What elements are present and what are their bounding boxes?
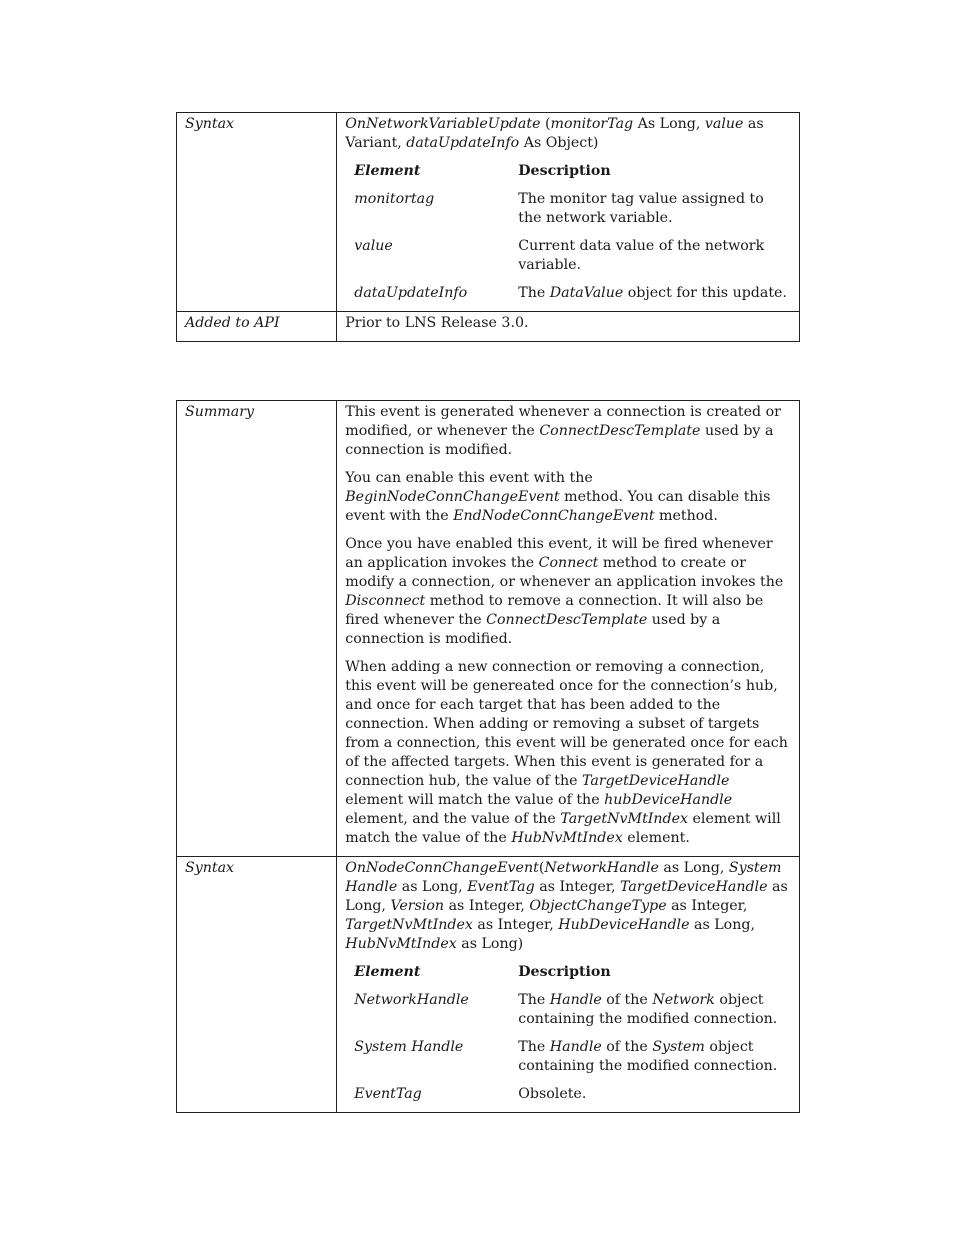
element-table xyxy=(345,162,791,303)
element-description: Obsolete. xyxy=(518,1086,587,1102)
element-name: monitortag xyxy=(354,191,435,207)
syntax-cell xyxy=(337,857,800,1113)
description-header: Description xyxy=(518,964,611,980)
summary-paragraph: You can enable this event with the BeginNodeConnChangeEvent method. You can disable this event with the EndNodeConnChangeEvent method. xyxy=(345,470,771,524)
element-name: NetworkHandle xyxy=(354,992,469,1008)
event-table-node-conn-change xyxy=(176,400,800,1113)
syntax-label: Syntax xyxy=(177,857,337,1113)
syntax-text: OnNodeConnChangeEvent(NetworkHandle as Long, System Handle as Long, EventTag as Integer, TargetDeviceHandle as Long, Version as Integer, ObjectChangeType as Integer, TargetNvMtIndex as Integer, HubDeviceHandle as Long, HubNvMtIndex as Long) xyxy=(345,860,788,952)
syntax-label: Syntax xyxy=(177,113,337,312)
element-table xyxy=(345,963,791,1104)
element-description: The DataValue object for this update. xyxy=(518,285,787,301)
table-row xyxy=(345,237,791,284)
table-row xyxy=(345,190,791,237)
table-row xyxy=(345,1038,791,1085)
added-to-api-text: Prior to LNS Release 3.0. xyxy=(337,312,800,342)
event-table-network-variable-update xyxy=(176,112,800,342)
element-description: Current data value of the network variable. xyxy=(518,238,765,273)
syntax-cell xyxy=(337,113,800,312)
summary-label: Summary xyxy=(177,401,337,857)
summary-cell xyxy=(337,401,800,857)
element-name: dataUpdateInfo xyxy=(354,285,468,301)
element-description: The Handle of the System object containing the modified connection. xyxy=(518,1039,778,1074)
summary-paragraph: This event is generated whenever a connection is created or modified, or whenever the ConnectDescTemplate used by a connection is modified. xyxy=(345,404,781,458)
element-name: EventTag xyxy=(354,1086,422,1102)
element-header: Element xyxy=(354,964,421,980)
element-description: The Handle of the Network object containing the modified connection. xyxy=(518,992,778,1027)
syntax-row xyxy=(177,113,800,312)
syntax-row xyxy=(177,857,800,1113)
description-header: Description xyxy=(518,163,611,179)
added-to-api-row xyxy=(177,312,800,342)
table-row xyxy=(345,1085,791,1104)
summary-row xyxy=(177,401,800,857)
table-row xyxy=(345,991,791,1038)
element-name: value xyxy=(354,238,393,254)
table-row xyxy=(345,284,791,303)
element-name: System Handle xyxy=(354,1039,464,1055)
summary-paragraph: When adding a new connection or removing a connection, this event will be genereated once for the connection’s hub, and once for each target that has been added to the connection. When adding or removing a subset of targets from a connection, this event will be generated once for each of the affected targets. When this event is generated for a connection hub, the value of the TargetDeviceHandle element will match the value of the hubDeviceHandle element, and the value of the TargetNvMtIndex element will match the value of the HubNvMtIndex element. xyxy=(345,659,788,846)
element-header: Element xyxy=(354,163,421,179)
added-to-api-label: Added to API xyxy=(177,312,337,342)
summary-paragraph: Once you have enabled this event, it will be fired whenever an application invokes the Connect method to create or modify a connection, or whenever an application invokes the Disconnect method to remove a connection. It will also be fired whenever the ConnectDescTemplate used by a connection is modified. xyxy=(345,536,784,647)
syntax-text: OnNetworkVariableUpdate (monitorTag As Long, value as Variant, dataUpdateInfo As Object) xyxy=(345,116,764,151)
element-description: The monitor tag value assigned to the network variable. xyxy=(518,191,764,226)
